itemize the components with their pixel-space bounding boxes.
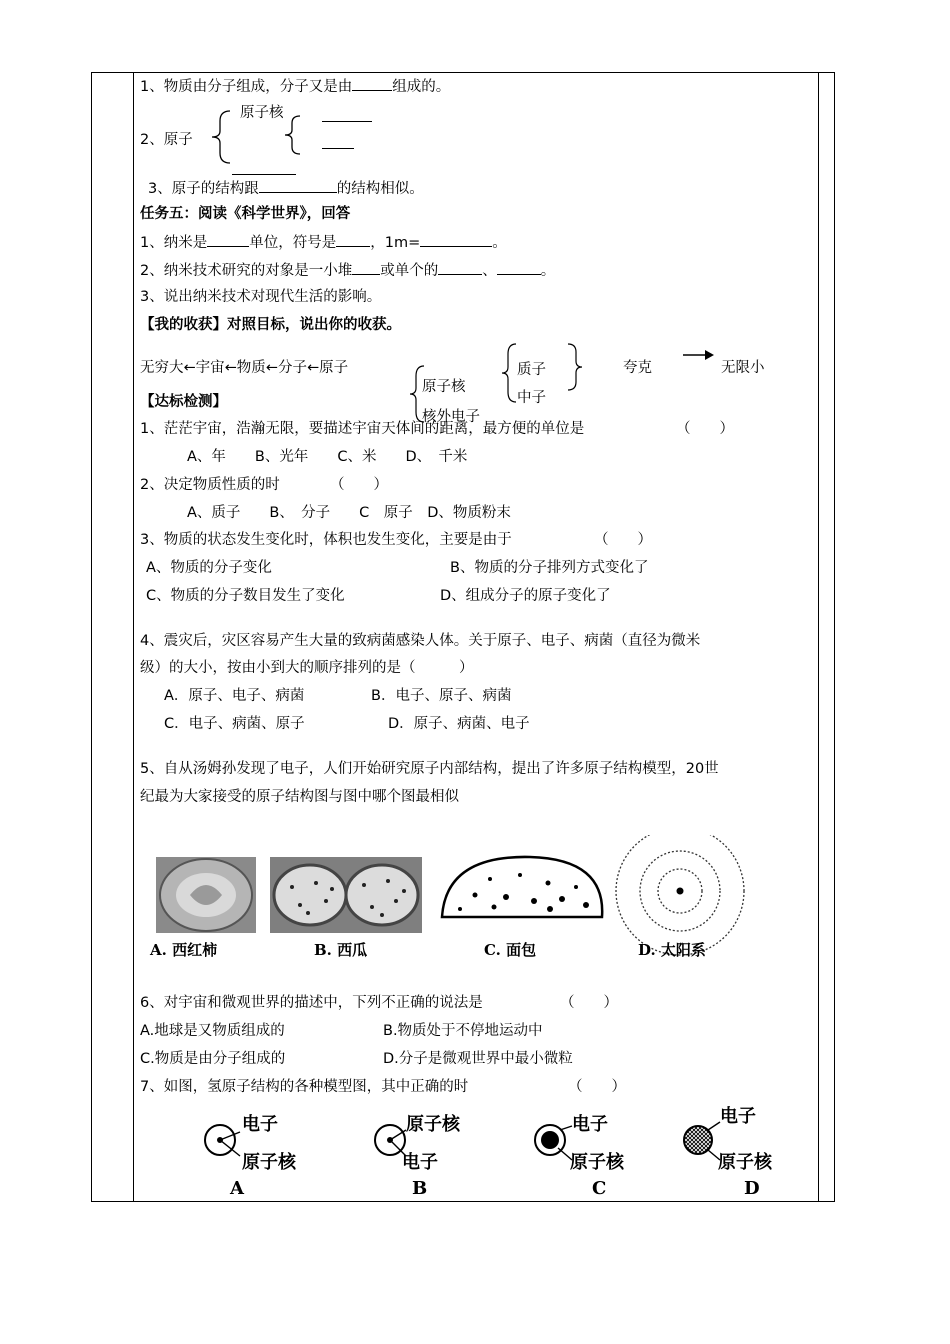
test-q3: 3、物质的状态发生变化时，体积也发生变化，主要是由于 [140,532,512,548]
test-q4-option-c: C．电子、病菌、原子 [164,716,305,732]
task5-q3: 3、说出纳米技术对现代生活的影响。 [140,289,382,305]
harvest-neutron: 中子 [517,390,546,406]
arrow-right-icon [683,349,715,361]
atom-label: 2、原子 [140,132,193,148]
nucleus-part-blank-2 [322,134,354,149]
q7-d-bottom-label: 原子核 [718,1152,772,1173]
harvest-nucleus: 原子核 [422,379,466,395]
harvest-brace-nucleus [500,342,518,404]
test-q6: 6、对宇宙和微观世界的描述中，下列不正确的说法是 [140,995,483,1011]
q5-caption-a: A. 西红柿 [150,941,218,959]
q7-a-bottom-label: 原子核 [242,1152,296,1173]
test-q3-option-c: C、物质的分子数目发生了变化 [146,588,345,604]
test-q3-option-a: A、物质的分子变化 [146,560,272,576]
q7-c-letter: C [592,1178,607,1199]
nucleus-brace [282,114,304,156]
q7-d-top-label: 电子 [720,1106,756,1127]
harvest-quark: 夸克 [623,360,652,376]
review-q1: 1、物质由分子组成，分子又是由 组成的。 [140,76,450,96]
column-divider-left [133,72,134,1202]
q7-d-letter: D [744,1178,760,1199]
harvest-proton: 质子 [517,362,546,378]
q7-c-top-label: 电子 [572,1114,608,1135]
task5-q2: 2、纳米技术研究的对象是一小堆 或单个的 、 。 [140,260,555,280]
nucleus-part-blank-1 [322,107,372,122]
test-q3-option-b: B、物质的分子排列方式变化了 [450,560,649,576]
atom-brace [208,109,238,165]
test-q1-options: A、年 B、光年 C、米 D、 千米 [187,449,468,465]
test-q2-options: A、质子 B、 分子 C 原子 D、物质粉末 [187,505,511,521]
column-divider-right [818,72,819,1202]
q7-b-bottom-label: 电子 [402,1152,438,1173]
test-q6-option-d: D.分子是微观世界中最小微粒 [383,1051,573,1067]
test-q6-option-a: A.地球是又物质组成的 [140,1023,285,1039]
test-q6-paren: （ ） [560,995,618,1011]
electron-blank [232,160,296,175]
q7-b-top-label: 原子核 [406,1114,460,1135]
test-q4-line1: 4、震灾后，灾区容易产生大量的致病菌感染人体。关于原子、电子、病菌（直径为微米 [140,633,701,649]
test-q1-paren: （ ） [676,421,734,437]
test-q3-option-d: D、组成分子的原子变化了 [440,588,611,604]
test-q6-option-c: C.物质是由分子组成的 [140,1051,286,1067]
test-q4-option-b: B．电子、原子、病菌 [371,688,512,704]
harvest-brace-quark [566,342,584,392]
test-q7-paren: （ ） [568,1079,626,1095]
review-q3: 3、原子的结构跟 的结构相似。 [148,178,424,198]
test-q5-line1: 5、自从汤姆孙发现了电子，人们开始研究原子内部结构，提出了许多原子结构模型，20世 [140,761,719,777]
q5-caption-c: C. 面包 [484,941,537,959]
test-q3-paren: （ ） [594,532,652,548]
test-q6-option-b: B.物质处于不停地运动中 [383,1023,543,1039]
harvest-smallest: 无限小 [721,360,765,376]
test-q5-line2: 纪最为大家接受的原子结构图与图中哪个图最相似 [140,789,459,805]
q7-a-top-label: 电子 [242,1114,278,1135]
test-q2-paren: （ ） [330,477,388,493]
task5-q1: 1、纳米是 单位，符号是 ，1m= 。 [140,232,507,252]
q7-c-bottom-label: 原子核 [570,1152,624,1173]
nucleus-label: 原子核 [240,105,284,121]
test-q2: 2、决定物质性质的时 [140,477,280,493]
q5-models-figure [150,835,766,965]
harvest-electron: 核外电子 [422,409,480,424]
q5-caption-d: D. 太阳系 [638,941,706,959]
harvest-chain: 无穷大←宇宙←物质←分子←原子 [140,360,349,376]
test-q4-option-d: D．原子、病菌、电子 [388,716,530,732]
q5-caption-b: B. 西瓜 [314,941,368,959]
task5-heading: 任务五：阅读《科学世界》，回答 [140,206,351,222]
test-q4-line2: 级）的大小，按由小到大的顺序排列的是（ ） [140,660,474,676]
q7-a-letter: A [230,1178,244,1199]
test-heading: 【达标检测】 [140,394,227,410]
test-q7: 7、如图，氢原子结构的各种模型图，其中正确的时 [140,1079,469,1095]
test-q1: 1、茫茫宇宙，浩瀚无限，要描述宇宙天体间的距离，最方便的单位是 [140,421,585,437]
harvest-heading: 【我的收获】对照目标，说出你的收获。 [140,317,401,333]
test-q4-option-a: A．原子、电子、病菌 [164,688,305,704]
q7-models-figure [160,1108,800,1200]
q7-b-letter: B [412,1178,428,1199]
